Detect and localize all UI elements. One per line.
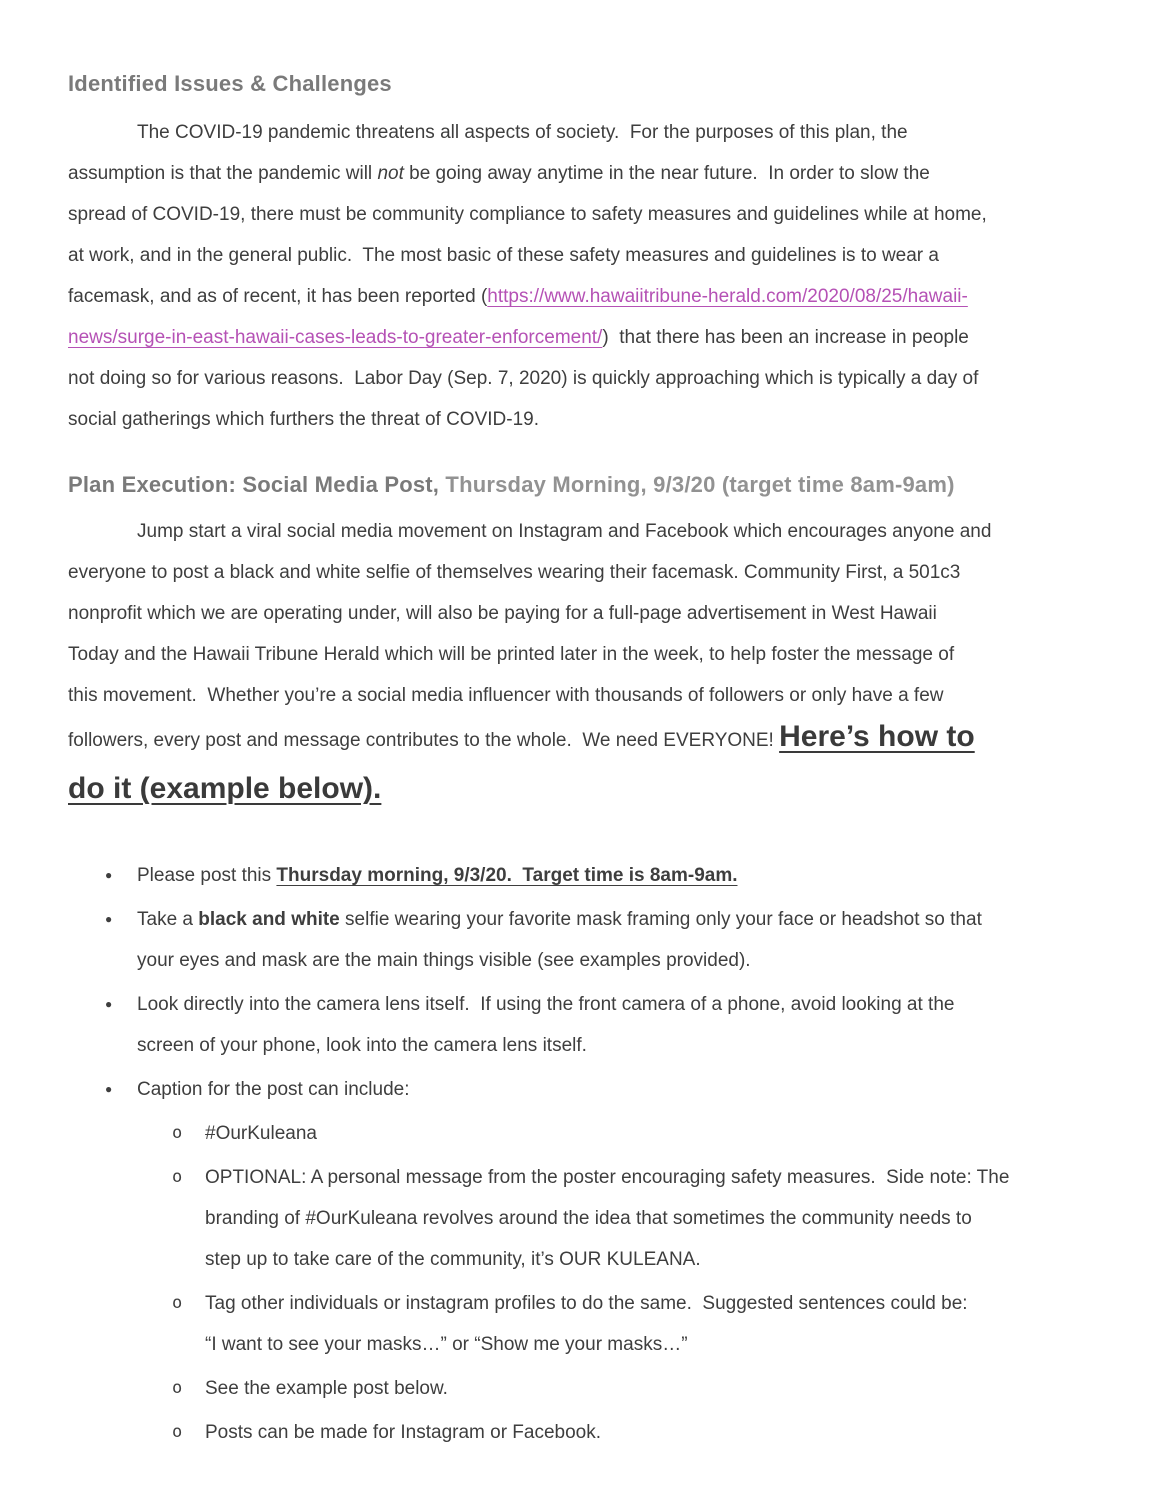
text-line	[68, 675, 1090, 716]
disc-bullet-icon: ●	[105, 997, 113, 1011]
text-segment: #OurKuleana	[205, 1123, 317, 1144]
text-line	[68, 153, 1090, 194]
text-segment: Posts can be made for Instagram or Facebook.	[205, 1422, 602, 1443]
hyperlink[interactable]: https://www.hawaiitribune-herald.com/2020/08/25/hawaii-	[487, 286, 968, 307]
text-line	[68, 194, 1090, 235]
text-segment: Thursday morning, 9/3/20. Target time is 8am-9am.	[276, 865, 738, 886]
text-line	[68, 634, 1090, 675]
text-segment: branding of #OurKuleana revolves around the idea that sometimes the community needs to	[205, 1208, 972, 1229]
list-item	[68, 855, 1090, 896]
circle-bullet-icon: o	[172, 1378, 183, 1398]
heading-plan-execution-sub: Thursday Morning, 9/3/20 (target time 8am-9am)	[439, 472, 955, 497]
text-line	[205, 1324, 968, 1365]
text-segment: Here’s how to	[779, 720, 975, 753]
list-item-text	[205, 1368, 448, 1409]
text-segment: Caption for the post can include:	[137, 1079, 410, 1100]
text-segment: followers, every post and message contributes to the whole. We need EVERYONE!	[68, 730, 780, 751]
text-line	[205, 1239, 1009, 1280]
text-segment: this movement. Whether you’re a social media influencer with thousands of followers or only have a few	[68, 685, 944, 706]
text-line	[205, 1283, 968, 1324]
text-segment: not doing so for various reasons. Labor Day (Sep. 7, 2020) is quickly approaching which is typically a day of	[68, 368, 979, 389]
text-segment: everyone to post a black and white selfie of themselves wearing their facemask. Community First, a 501c3	[68, 562, 961, 583]
text-line	[68, 235, 1090, 276]
text-line	[137, 855, 738, 896]
text-segment: selfie wearing your favorite mask framing only your face or headshot so that	[339, 909, 982, 930]
text-segment: Look directly into the camera lens itself. If using the front camera of a phone, avoid looking at the	[137, 994, 955, 1015]
text-segment: Please post this	[137, 865, 277, 886]
list-item	[68, 1368, 1090, 1409]
list-item-text	[205, 1412, 601, 1453]
disc-bullet-icon: ●	[105, 912, 113, 926]
disc-bullet-icon: ●	[105, 1082, 113, 1096]
list-item	[68, 1283, 1090, 1365]
text-segment: assumption is that the pandemic will	[68, 163, 378, 184]
text-line	[68, 511, 1090, 552]
list-item-text	[137, 984, 954, 1066]
list-item-text	[137, 1069, 410, 1110]
text-segment: spread of COVID-19, there must be community compliance to safety measures and guidelines while at home,	[68, 204, 987, 225]
hyperlink[interactable]: news/surge-in-east-hawaii-cases-leads-to-greater-enforcement/	[68, 327, 603, 348]
text-segment: ) that there has been an increase in people	[602, 327, 969, 348]
list-item-text	[137, 855, 738, 896]
text-segment: step up to take care of the community, it’s OUR KULEANA.	[205, 1249, 701, 1270]
text-line	[68, 593, 1090, 634]
text-line	[68, 552, 1090, 593]
list-item-text	[205, 1157, 1009, 1280]
paragraph-jump-start	[68, 511, 1090, 821]
list-item-text	[205, 1113, 317, 1154]
text-line	[137, 984, 954, 1025]
text-segment: Jump start a viral social media movement on Instagram and Facebook which encourages anyone and	[137, 521, 992, 542]
list-item	[68, 1069, 1090, 1110]
text-segment: be going away anytime in the near future. In order to slow the	[403, 163, 930, 184]
circle-bullet-icon: o	[172, 1422, 183, 1442]
text-segment: Today and the Hawaii Tribune Herald which will be printed later in the week, to help foster the message of	[68, 644, 955, 665]
text-line	[137, 940, 982, 981]
list-item-text	[205, 1283, 968, 1365]
text-line	[205, 1412, 601, 1453]
text-line	[205, 1198, 1009, 1239]
list-item	[68, 1157, 1090, 1280]
text-line	[68, 358, 1090, 399]
text-segment: facemask, and as of recent, it has been reported (	[68, 286, 488, 307]
text-line	[68, 112, 1090, 153]
circle-bullet-icon: o	[172, 1167, 183, 1187]
text-segment: screen of your phone, look into the camera lens itself.	[137, 1035, 587, 1056]
text-line	[137, 1025, 954, 1066]
text-line	[137, 1069, 410, 1110]
text-line	[205, 1113, 317, 1154]
text-line	[68, 761, 1090, 821]
text-line	[68, 276, 1090, 317]
heading-plan-execution-main: Plan Execution: Social Media Post,	[68, 472, 440, 497]
text-line	[68, 317, 1090, 358]
text-line	[68, 399, 1090, 440]
list-item	[68, 899, 1090, 981]
text-line	[205, 1368, 448, 1409]
text-segment: Tag other individuals or instagram profiles to do the same. Suggested sentences could be:	[205, 1293, 968, 1314]
instructions-bullet-list	[68, 855, 1090, 1453]
text-segment: See the example post below.	[205, 1378, 448, 1399]
heading-identified-issues: Identified Issues & Challenges	[68, 71, 392, 96]
list-item-text	[137, 899, 982, 981]
text-segment: black and white	[198, 909, 340, 930]
text-line	[68, 716, 1090, 761]
circle-bullet-icon: o	[172, 1293, 183, 1313]
text-segment: not	[377, 163, 404, 184]
text-segment: at work, and in the general public. The most basic of these safety measures and guidelines is to wear a	[68, 245, 939, 266]
text-segment: Take a	[137, 909, 199, 930]
text-line	[137, 899, 982, 940]
paragraph-pandemic-overview	[68, 112, 1090, 440]
text-segment: nonprofit which we are operating under, will also be paying for a full-page advertisement in West Hawaii	[68, 603, 937, 624]
text-line	[205, 1157, 1009, 1198]
circle-bullet-icon: o	[172, 1123, 183, 1143]
text-segment: “I want to see your masks…” or “Show me your masks…”	[205, 1334, 688, 1355]
text-segment: do it (example below).	[68, 772, 382, 805]
list-item	[68, 984, 1090, 1066]
disc-bullet-icon: ●	[105, 868, 113, 882]
list-item	[68, 1412, 1090, 1453]
heading-plan-execution	[68, 471, 1090, 499]
text-segment: social gatherings which furthers the threat of COVID-19.	[68, 409, 540, 430]
list-item	[68, 1113, 1090, 1154]
text-segment: your eyes and mask are the main things visible (see examples provided).	[137, 950, 751, 971]
text-segment: OPTIONAL: A personal message from the poster encouraging safety measures. Side note: The	[205, 1167, 1010, 1188]
text-segment: The COVID-19 pandemic threatens all aspects of society. For the purposes of this plan, the	[137, 122, 908, 143]
